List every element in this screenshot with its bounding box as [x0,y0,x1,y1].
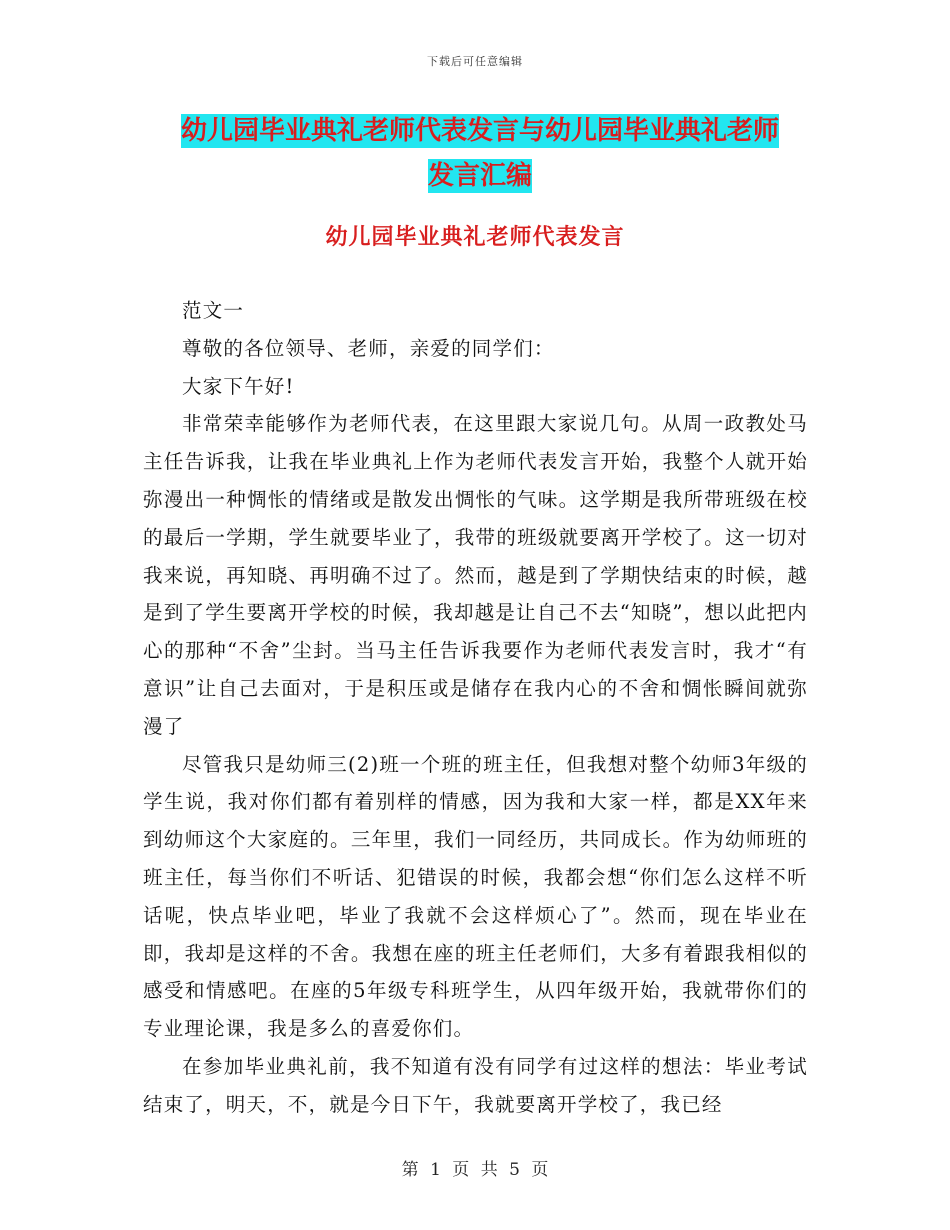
paragraph: 在参加毕业典礼前，我不知道有没有同学有过这样的想法：毕业考试结束了，明天，不，就是今日下午，我就要离开学校了，我已经 [143,1054,808,1116]
paragraph: 尽管我只是幼师三(2)班一个班的班主任，但我想对整个幼师3年级的学生说，我对你们都有着别样的情感，因为我和大家一样，都是XX年来到幼师这个大家庭的。三年里，我们一同经历，共同成长。作为幼师班的班主任，每当你们不听话、犯错误的时候，我都会想“你们怎么这样不听话呢，快点毕业吧，毕业了我就不会这样烦心了”。然而，现在毕业在即，我却是这样的不舍。我想在座的班主任老师们，大多有着跟我相似的感受和情感吧。在座的5年级专科班学生，从四年级开始，我就带你们的专业理论课，我是多么的喜爱你们。 [143,752,808,1041]
title-line-1: 幼儿园毕业典礼老师代表发言与幼儿园毕业典礼老师 [180,116,779,146]
paragraph: 大家下午好! [182,374,295,398]
document-title [150,109,810,199]
header-note: 下载后可任意编辑 [427,55,523,68]
paragraph: 尊敬的各位领导、老师，亲爱的同学们： [182,336,555,360]
body-text [143,292,808,1124]
title-line-2: 发言汇编 [427,161,532,191]
page-footer: 第 1 页 共 5 页 [401,1160,549,1180]
paragraph: 非常荣幸能够作为老师代表，在这里跟大家说几句。从周一政教处马主任告诉我，让我在毕业典礼上作为老师代表发言开始，我整个人就开始弥漫出一种惆怅的情绪或是散发出惆怅的气味。这学期是我所带班级在校的最后一学期，学生就要毕业了，我带的班级就要离开学校了。这一切对我来说，再知晓、再明确不过了。然而，越是到了学期快结束的时候，越是到了学生要离开学校的时候，我却越是让自己不去“知晓”，想以此把内心的那种“不舍”尘封。当马主任告诉我要作为老师代表发言时，我才“有意识”让自己去面对，于是积压或是储存在我内心的不舍和惆怅瞬间就弥漫了 [143,412,808,738]
paragraph: 范文一 [182,299,245,322]
section-title: 幼儿园毕业典礼老师代表发言 [325,225,625,250]
